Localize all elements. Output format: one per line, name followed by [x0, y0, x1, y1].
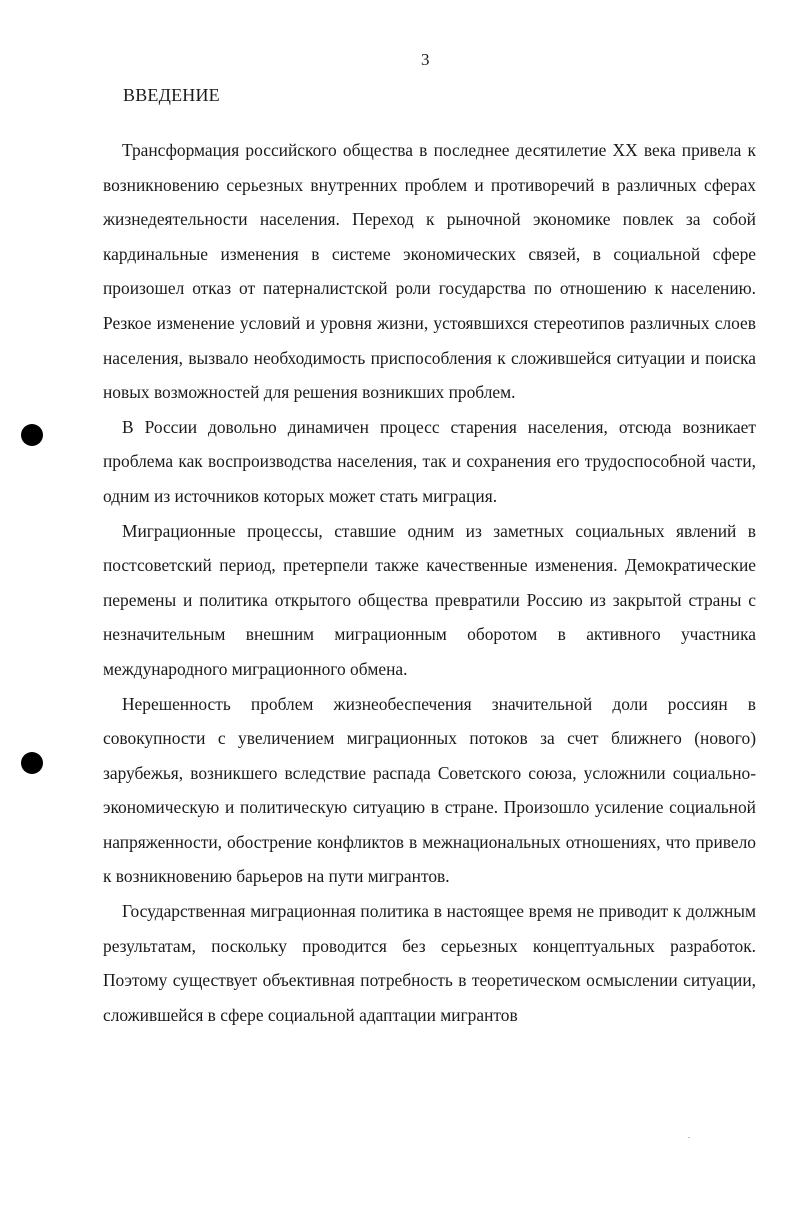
scan-speck	[688, 1137, 690, 1138]
paragraph: В России довольно динамичен процесс старения населения, отсюда возникает проблема как воспроизводства населения, так и сохранения его трудоспособной части, одним из источников которых может стать миграция.	[103, 416, 756, 506]
paragraph: Государственная миграционная политика в настоящее время не приводит к должным результатам, поскольку проводится без серьезных концептуальных разработок. Поэтому существует объективная потребность в теоретическом осмыслении ситуации, сложившейся в сфере социальной адаптации мигрантов	[103, 901, 756, 1025]
page-number: 3	[421, 50, 430, 69]
paragraph: Нерешенность проблем жизнеобеспечения значительной доли россиян в совокупности с увеличением миграционных потоков за счет ближнего (нового) зарубежья, возникшего вследствие распада Советского союза, усложнили социально-экономическую и политическую ситуацию в стране. Произошло усиление социальной напряженности, обострение конфликтов в межнациональных отношениях, что привело к возникновению барьеров на пути мигрантов.	[103, 693, 756, 887]
section-title: ВВЕДЕНИЕ	[123, 85, 220, 105]
paragraph: Миграционные процессы, ставшие одним из заметных социальных явлений в постсоветский период, претерпели также качественные изменения. Демократические перемены и политика открытого общества превратили Россию из закрытой страны с незначительным внешним миграционным оборотом в активного участника международного миграционного обмена.	[103, 520, 756, 679]
binding-hole-mark	[21, 424, 43, 446]
binding-hole-mark	[21, 752, 43, 774]
paragraph: Трансформация российского общества в последнее десятилетие XX века привела к возникновению серьезных внутренних проблем и противоречий в различных сферах жизнедеятельности населения. Переход к рыночной экономике повлек за собой кардинальные изменения в системе экономических связей, в социальной сфере произошел отказ от патерналистской роли государства по отношению к населению. Резкое изменение условий и уровня жизни, устоявшихся стереотипов различных слоев населения, вызвало необходимость приспособления к сложившейся ситуации и поиска новых возможностей для решения возникших проблем.	[103, 140, 756, 403]
document-body	[103, 133, 756, 1032]
